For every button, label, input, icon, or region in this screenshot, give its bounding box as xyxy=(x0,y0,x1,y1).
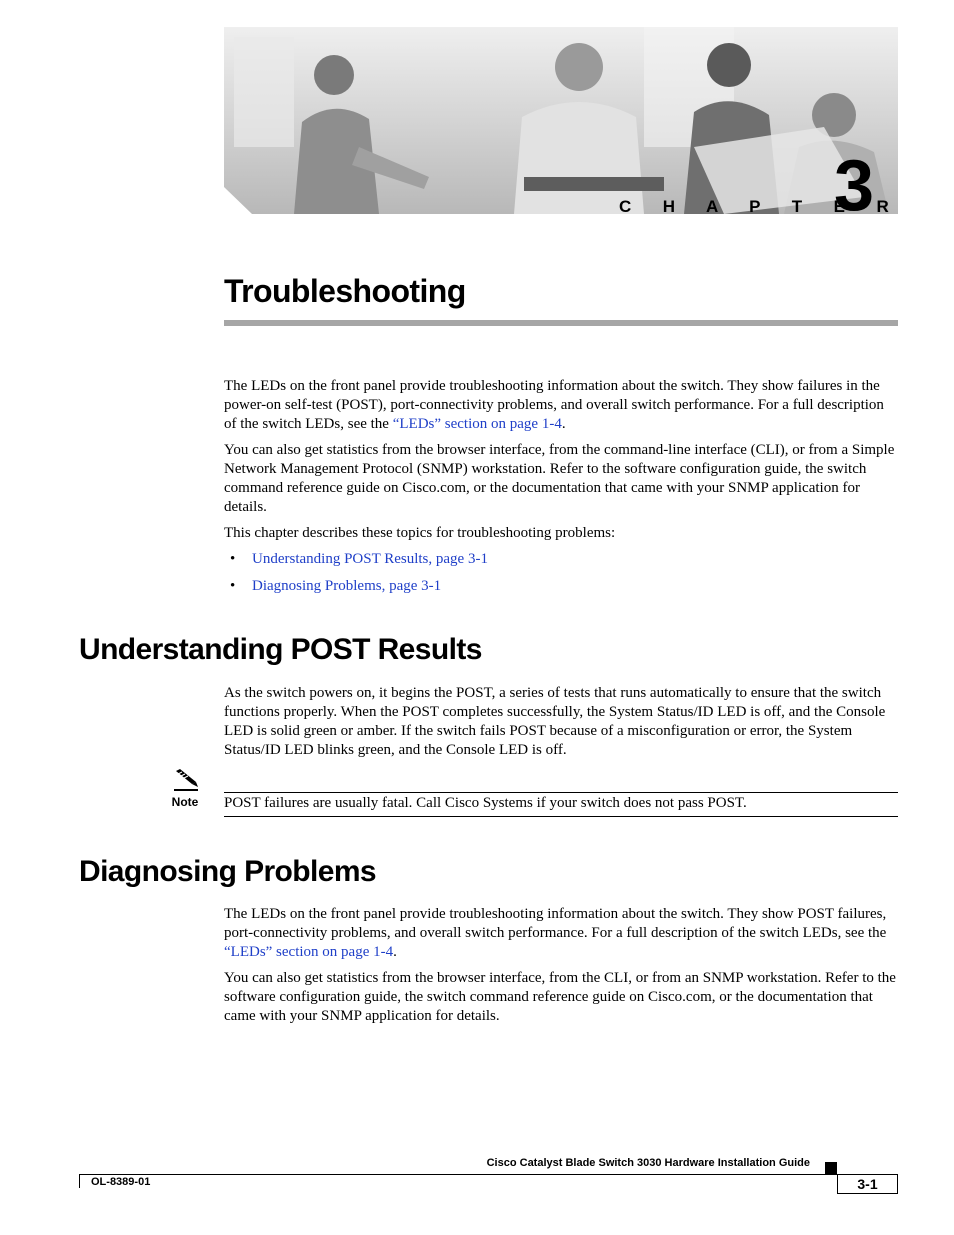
list-item xyxy=(224,577,896,596)
topic-list xyxy=(224,550,896,596)
footer-doc-number: OL-8389-01 xyxy=(91,1176,151,1188)
bullet-icon: • xyxy=(230,578,236,594)
title-rule xyxy=(224,320,898,326)
note-label: Note xyxy=(171,795,199,809)
chapter-label: C H A P T E R xyxy=(619,197,903,216)
note-text: POST failures are usually fatal. Call Cisco Systems if your switch does not pass POST. xyxy=(224,795,747,811)
post-paragraph-1: As the switch powers on, it begins the POST, a series of tests that runs automatically to ensure that the switch functions properly. When the POST completes successfully, the System Status/ID LED is off, and the Console LED is solid green or amber. If the switch fails POST because of a misconfiguration or error, the System Status/ID LED blinks green, and the Console LED is off. xyxy=(224,685,886,758)
intro-section xyxy=(224,377,896,604)
intro-paragraph-3: This chapter describes these topics for troubleshooting problems: xyxy=(224,525,616,541)
section-heading-post: Understanding POST Results xyxy=(79,633,482,666)
footer-rule xyxy=(79,1174,898,1175)
page-number: 3-1 xyxy=(837,1174,898,1194)
diag-paragraph-1 xyxy=(224,905,896,962)
intro-paragraph-2: You can also get statistics from the browser interface, from the command-line interface (CLI), or from a Simple Network Management Protocol (SNMP) workstation. Refer to the software configuration guide, the switch command reference guide on Cisco.com, or the documentation that came with your SNMP application for details. xyxy=(224,442,895,515)
diag-p1-text: The LEDs on the front panel provide troubleshooting information about the switch. They show POST failures, port-connectivity problems, and overall switch performance. For a full description of the switch LEDs, see the xyxy=(224,906,887,941)
intro-p1-end: . xyxy=(561,416,566,432)
chapter-banner-photo xyxy=(224,27,898,214)
intro-p1-text: The LEDs on the front panel provide troubleshooting information about the switch. They show failures in the power-on self-test (POST), port-connectivity problems, and overall switch performance. For a full description of the switch LEDs, see the xyxy=(224,378,884,432)
diag-paragraph-2: You can also get statistics from the browser interface, from the CLI, or from an SNMP workstation. Refer to the software configuration guide, the switch command reference guide on Cisco.com, or the documentation that came with your SNMP application for details. xyxy=(224,970,896,1024)
link-diagnosing-problems[interactable]: Diagnosing Problems, page 3-1 xyxy=(252,578,442,594)
chapter-title: Troubleshooting xyxy=(224,273,466,309)
section-heading-diagnosing: Diagnosing Problems xyxy=(79,855,376,888)
note-rule-top xyxy=(224,792,898,793)
footer-tick xyxy=(79,1174,80,1188)
footer-guide-title: Cisco Catalyst Blade Switch 3030 Hardware Installation Guide xyxy=(486,1157,810,1169)
chapter-number: 3 xyxy=(834,146,875,226)
list-item xyxy=(224,550,896,569)
note-rule-bottom xyxy=(224,816,898,817)
link-understanding-post-results[interactable]: Understanding POST Results, page 3-1 xyxy=(252,551,488,567)
intro-paragraph-1 xyxy=(224,377,896,434)
leds-section-link[interactable]: “LEDs” section on page 1-4 xyxy=(224,944,394,960)
chapter-banner xyxy=(224,27,898,214)
pencil-note-icon xyxy=(172,768,200,792)
footer-marker xyxy=(825,1162,837,1174)
diag-section-body xyxy=(224,905,896,1033)
leds-section-link[interactable]: “LEDs” section on page 1-4 xyxy=(392,416,562,432)
post-section-body xyxy=(224,684,896,767)
bullet-icon: • xyxy=(230,551,236,567)
diag-p1-end: . xyxy=(393,944,397,960)
